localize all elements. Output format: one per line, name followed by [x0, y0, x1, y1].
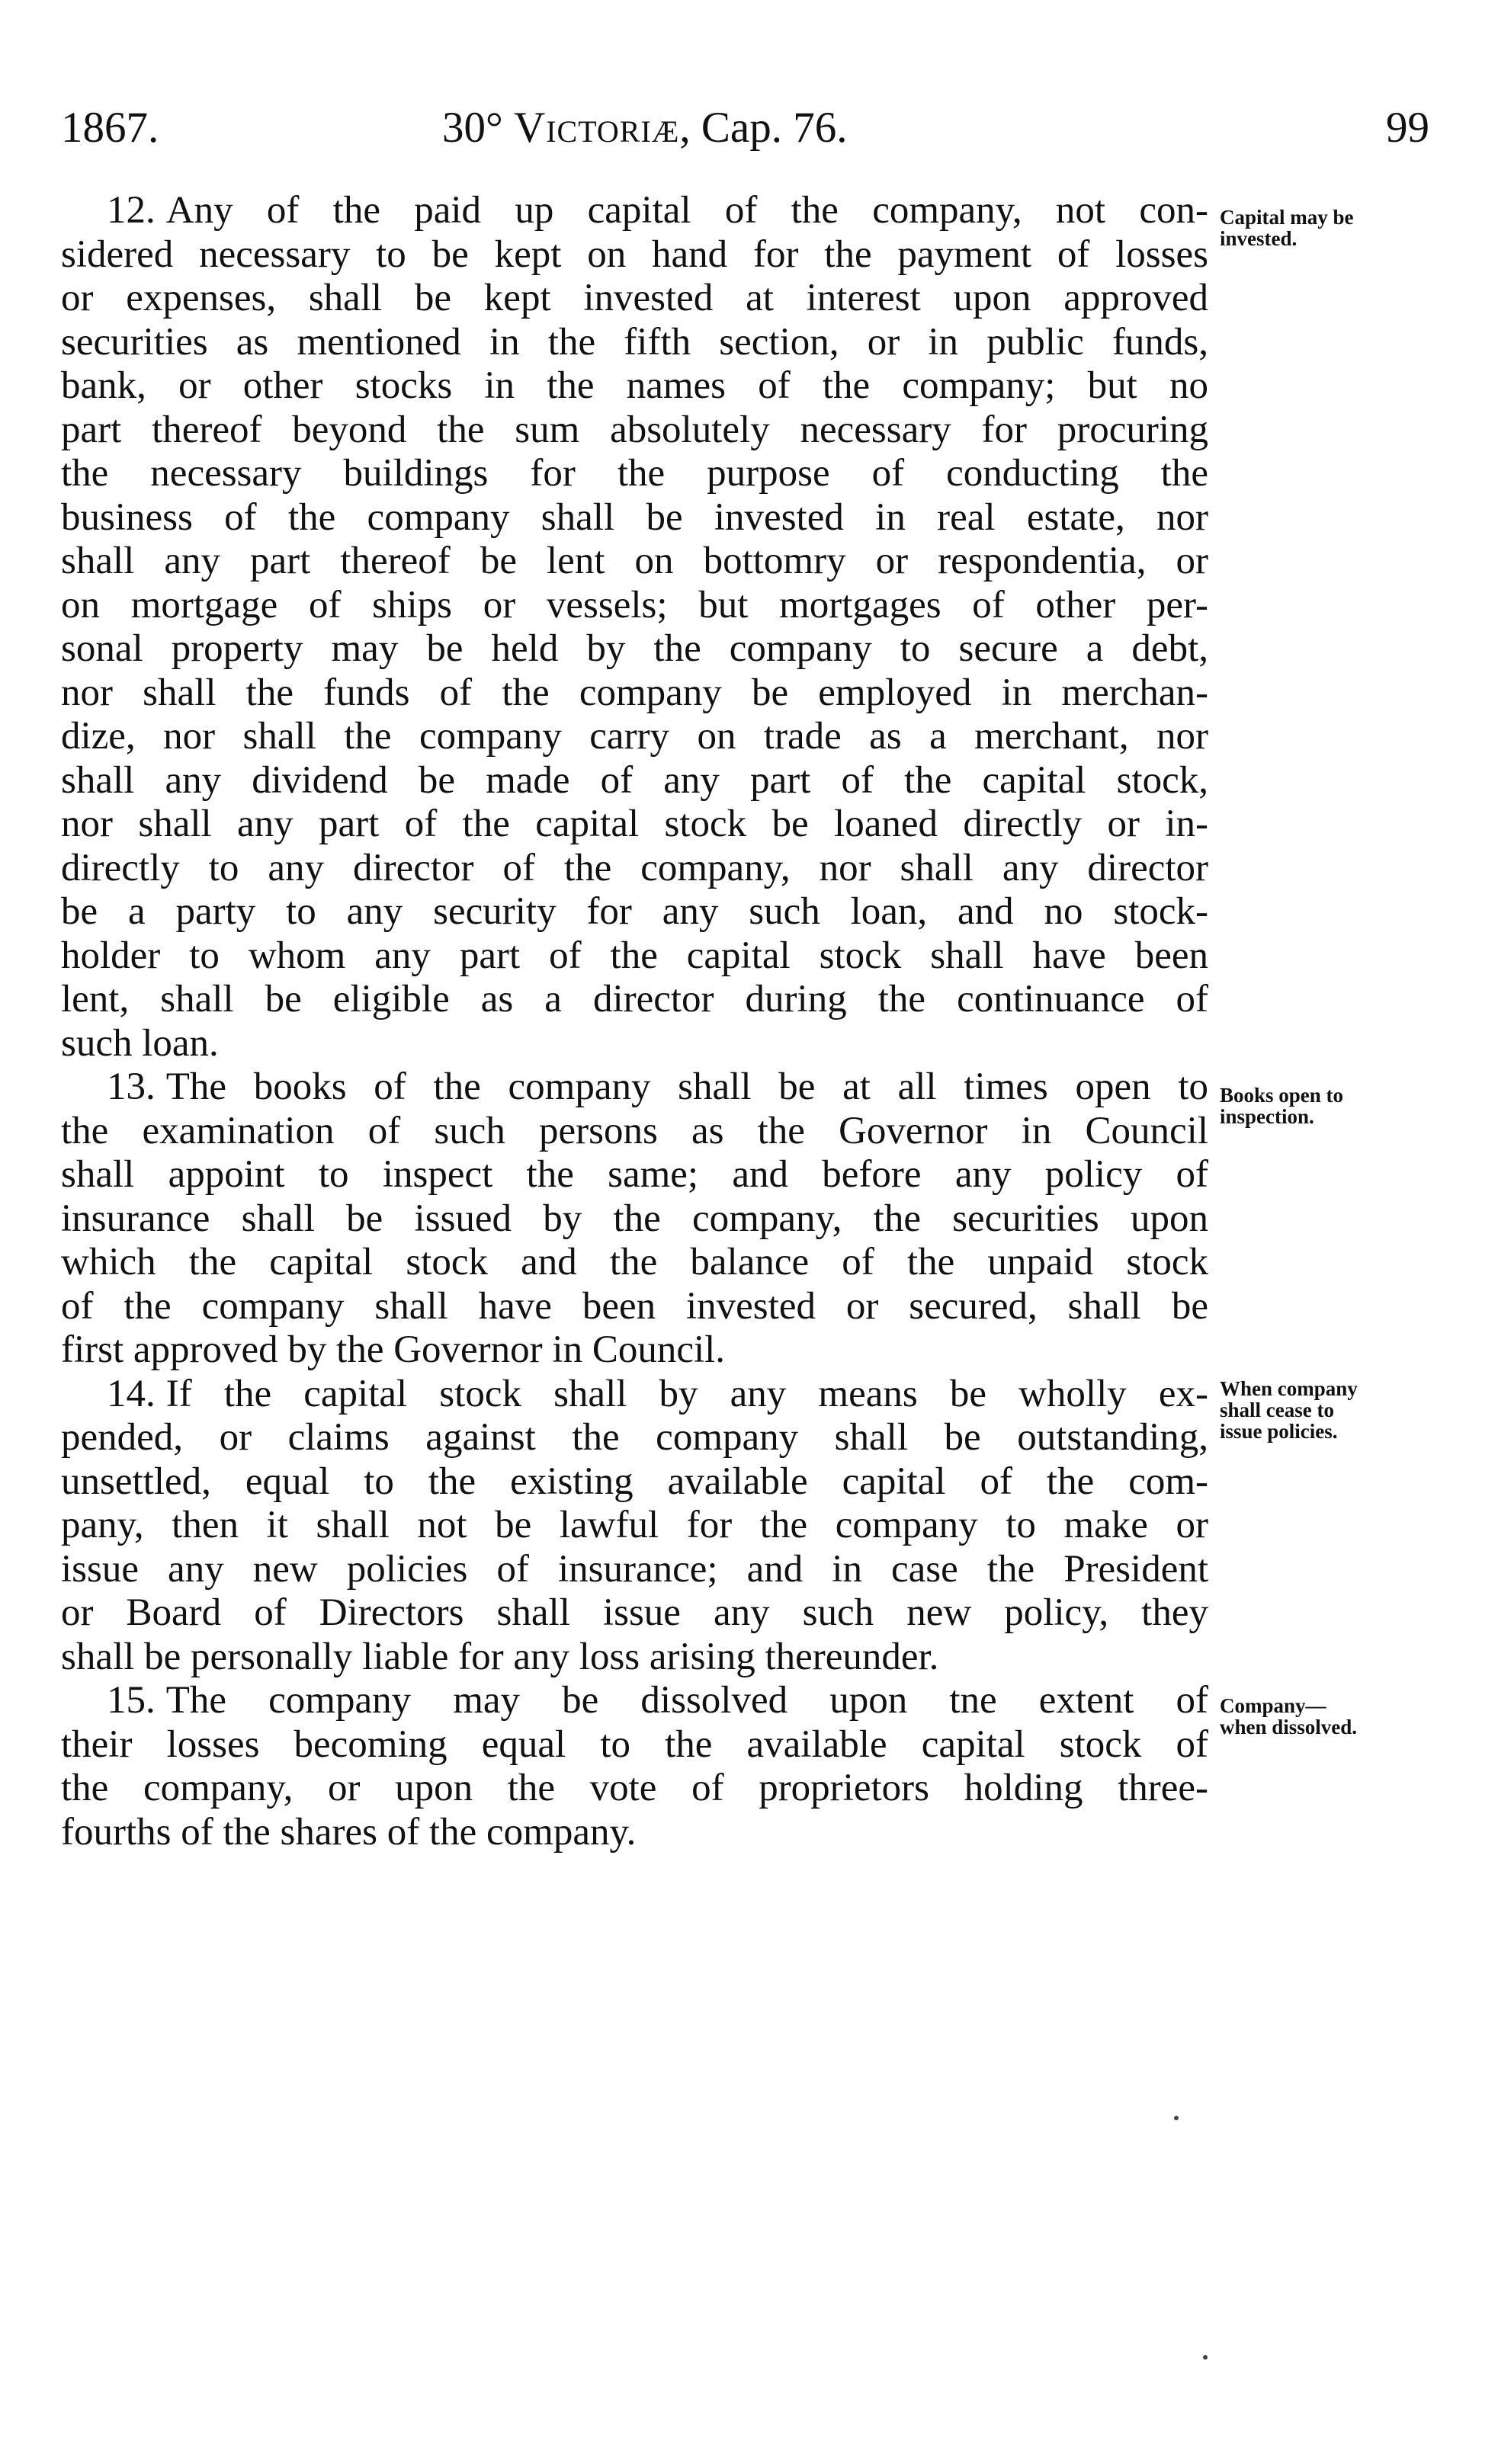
text-line: shall appoint to inspect the same; and before any policy of [61, 1153, 1208, 1196]
text-line: their losses becoming equal to the available capital stock of [61, 1722, 1208, 1766]
text-line: unsettled, equal to the existing available capital of the com- [61, 1459, 1208, 1503]
text-line: pended, or claims against the company shall be outstanding, [61, 1416, 1208, 1459]
text-line: part thereof beyond the sum absolutely necessary for procuring [61, 408, 1208, 451]
text-line: insurance shall be issued by the company, the securities upon [61, 1197, 1208, 1240]
text-line: shall any dividend be made of any part of the capital stock, [61, 758, 1208, 802]
print-speck [1174, 2116, 1179, 2120]
text-line: be a party to any security for any such loan, and no stock- [61, 890, 1208, 933]
section-number: 15. [107, 1679, 156, 1722]
text-line: lent, shall be eligible as a director during the continuance of [61, 978, 1208, 1021]
text-line: such loan. [61, 1021, 219, 1065]
text-line: directly to any director of the company, nor shall any director [61, 846, 1208, 889]
section-15 [61, 1679, 1208, 1854]
section-number: 12. [107, 189, 156, 232]
text-line: or Board of Directors shall issue any such new policy, they [61, 1591, 1208, 1634]
marginal-note-company-dissolved: Company— when dissolved. [1220, 1694, 1358, 1738]
text-line: shall be personally liable for any loss arising thereunder. [61, 1635, 939, 1678]
text-line: fourths of the shares of the company. [61, 1810, 637, 1854]
text-line: pany, then it shall not be lawful for the company to make or [61, 1504, 1208, 1546]
text-line: 14. If the capital stock shall by any means be wholly ex- [107, 1372, 1208, 1415]
text-line: the examination of such persons as the Governor in Council [61, 1109, 1208, 1152]
text-line: holder to whom any part of the capital stock shall have been [61, 934, 1208, 977]
statute-text [61, 189, 1208, 1854]
text-line: first approved by the Governor in Council. [61, 1328, 726, 1371]
marginal-note-capital-invested: Capital may be invested. [1220, 206, 1354, 250]
text-line: 13. The books of the company shall be at all times open to [107, 1065, 1208, 1108]
text-line: sonal property may be held by the company to secure a debt, [61, 627, 1208, 670]
text-line: business of the company shall be invested in real estate, nor [61, 495, 1208, 539]
text-line: 15. The company may be dissolved upon tne extent of [107, 1679, 1208, 1722]
header-title-suffix: , Cap. 76. [679, 104, 848, 152]
text-line: dize, nor shall the company carry on trade as a merchant, nor [61, 715, 1208, 758]
text-line: shall any part thereof be lent on bottomry or respondentia, or [61, 540, 1208, 582]
text-line: or expenses, shall be kept invested at interest upon approved [61, 277, 1208, 319]
header-title-prefix: 30° [442, 104, 515, 152]
text-line: securities as mentioned in the fifth section, or in public funds, [61, 320, 1208, 364]
marginal-note-cease-policies: When company shall cease to issue policies. [1220, 1377, 1358, 1443]
print-speck [1203, 2355, 1208, 2360]
text-line: nor shall the funds of the company be employed in merchan- [61, 671, 1208, 714]
text-line: the necessary buildings for the purpose of conducting the [61, 452, 1208, 495]
text-line: sidered necessary to be kept on hand for the payment of losses [61, 232, 1208, 276]
header-title-name: Victoriæ [514, 104, 680, 152]
text-line: on mortgage of ships or vessels; but mortgages of other per- [61, 583, 1208, 626]
header-year: 1867. [61, 104, 159, 152]
text-line: the company, or upon the vote of proprietors holding three- [61, 1767, 1208, 1809]
header-title [442, 98, 847, 159]
text-line: which the capital stock and the balance of the unpaid stock [61, 1241, 1208, 1283]
text-line: 12. Any of the paid up capital of the company, not con- [107, 189, 1208, 232]
text-line: bank, or other stocks in the names of the company; but no [61, 364, 1208, 407]
marginal-note-books-open: Books open to inspection. [1220, 1084, 1344, 1128]
section-13 [61, 1065, 1208, 1373]
page-number: 99 [1386, 104, 1429, 152]
text-line: of the company shall have been invested or secured, shall be [61, 1284, 1208, 1328]
section-number: 13. [107, 1065, 156, 1108]
text-line: nor shall any part of the capital stock be loaned directly or in- [61, 803, 1208, 845]
section-12 [61, 189, 1208, 1065]
section-number: 14. [107, 1372, 156, 1415]
running-head [61, 98, 1429, 159]
section-14 [61, 1373, 1208, 1680]
text-line: issue any new policies of insurance; and in case the President [61, 1547, 1208, 1591]
